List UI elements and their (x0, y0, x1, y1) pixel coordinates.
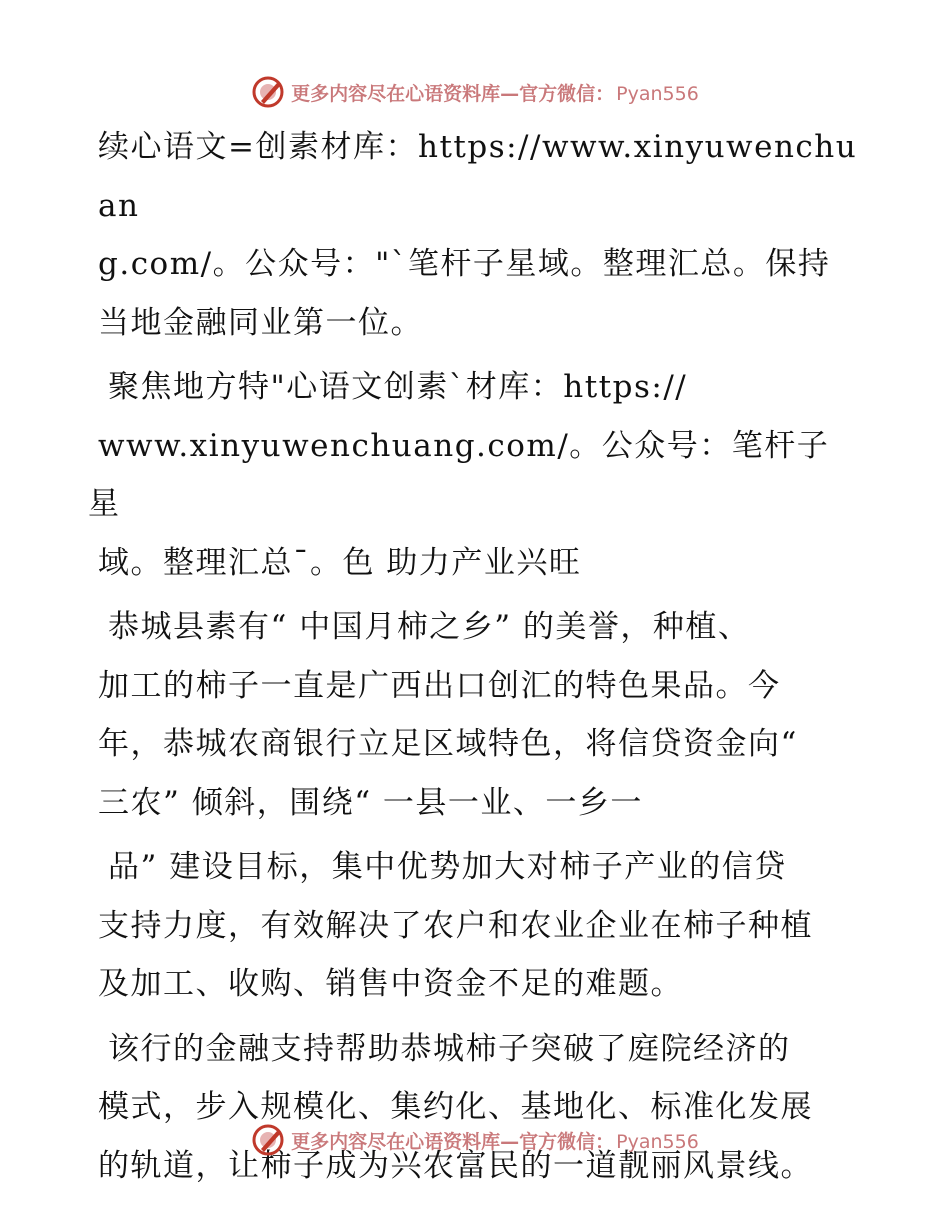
paragraph-4 (98, 838, 858, 1014)
document-body (88, 118, 858, 1201)
footer-banner (0, 1118, 950, 1162)
text-line: 加工的柿子一直是广西出口创汇的特色果品。今 (98, 667, 781, 704)
text-line: 聚焦地方特"心语文创素`材库：https:// (108, 369, 688, 405)
brand-logo-icon (251, 75, 285, 109)
paragraph-5 (98, 1020, 858, 1196)
text-line: 品” 建设目标，集中优势加大对柿子产业的信贷 (108, 849, 787, 885)
paragraph-2 (88, 358, 858, 592)
text-line: 恭城县素有“ 中国月柿之乡” 的美誉，种植、 (108, 609, 751, 645)
text-line: g.com/。公众号："`笔杆子星域。整理汇总。保持 (98, 246, 831, 282)
text-line: 当地金融同业第一位。 (98, 304, 423, 341)
brand-logo-icon (251, 1123, 285, 1157)
text-line: 续心语文=创素材库：https://www.xinyuwenchuan (98, 129, 858, 224)
paragraph-3 (98, 598, 858, 832)
paragraph-1 (98, 118, 858, 352)
text-line: 年，恭城农商银行立足区域特色，将信贷资金向“ (98, 726, 798, 762)
text-line: 及加工、收购、销售中资金不足的难题。 (98, 966, 683, 1002)
text-line: 域。整理汇总¯。色 助力产业兴旺 (98, 544, 582, 581)
text-line: 的轨道，让柿子成为兴农富民的一道靓丽风景线。 (98, 1147, 813, 1184)
text-line: 三农” 倾斜，围绕“ 一县一业、一乡一 (98, 784, 643, 821)
header-banner-text: 更多内容尽在心语资料库—官方微信： Pyan556 (291, 82, 699, 105)
footer-banner-text: 更多内容尽在心语资料库—官方微信： Pyan556 (291, 1130, 699, 1153)
text-line: 支持力度，有效解决了农户和农业企业在柿子种植 (98, 907, 813, 944)
text-line: 模式，步入规模化、集约化、基地化、标准化发展 (98, 1089, 813, 1125)
text-line: www.xinyuwenchuang.com/。公众号：笔杆子星 (88, 427, 830, 522)
text-line: 该行的金融支持帮助恭城柿子突破了庭院经济的 (108, 1030, 791, 1067)
header-banner (0, 70, 950, 114)
